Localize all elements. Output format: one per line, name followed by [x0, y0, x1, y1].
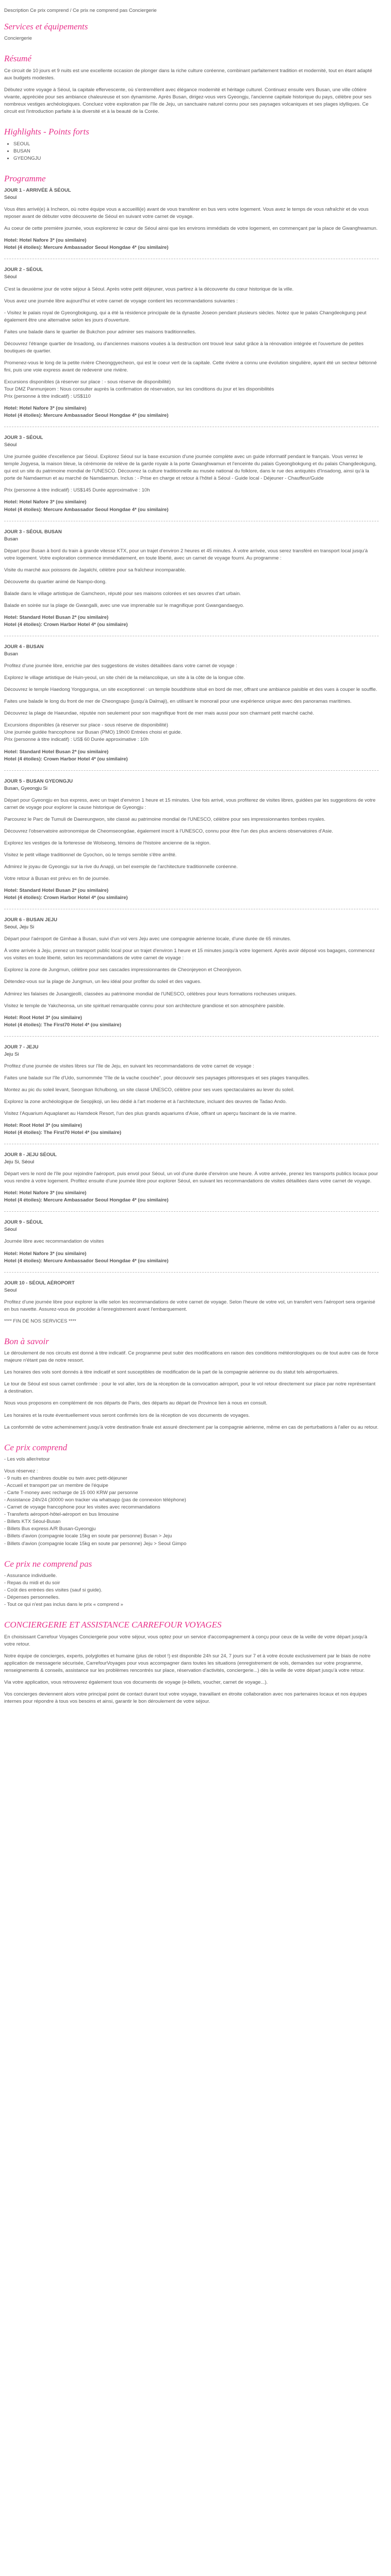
hotel-line: Hotel: Standard Hotel Busan 2* (ou similaire): [4, 614, 109, 620]
day-hotels: [4, 1014, 379, 1029]
day-paragraph: Visitez le temple de Yakcheonsa, un site spirituel remarquable connu pour son architecture grandiose et son atmosphère paisible.: [4, 1003, 285, 1009]
day-title: JOUR 5 - BUSAN GYEONGJU: [4, 778, 73, 784]
day-block: [4, 643, 379, 763]
programme-title: Programme: [4, 173, 46, 183]
day-paragraph: Départ pour Busan à bord du train à grande vitesse KTX, pour un trajet d'environ 2 heures et 45 minutes. À votre arrivée, vous serez transféré en transport local jusqu'à votre logement. Votre exploration commence immédiatement, en toute liberté, avec un carnet de voyage fourni. Au programme :: [4, 548, 368, 561]
day-paragraph: Explorez la zone de Jungmun, célèbre pour ses cascades impressionnantes de Cheonjeyeon et Cheonjiyeon.: [4, 967, 242, 973]
list-item: - Carte T-money avec recharge de 15 000 KRW par personne: [4, 1490, 138, 1496]
resume-paragraph: Débutez votre voyage à Séoul, la capitale effervescente, où s'entremêlent avec élégance modernité et héritage culturel. Continuez ensuite vers Busan, une ville côtière vivante, appréciée pour ses ambiance chaleureuse et son dynamisme. Après Busan, dirigez-vous vers Gyeongju, l'ancienne capitale historique du pays, célèbre pour ses nombreux vestiges archéologiques. Concluez votre exploration par l'île de Jeju, un sanctuaire naturel connu pour ses paysages volcaniques et ses plages idylliques. Ce circuit est l'introduction parfaite à la diversité et à la beauté de la Corée.: [4, 87, 372, 115]
bon-savoir-body: [4, 1350, 379, 1431]
day-block: [4, 434, 379, 513]
day-paragraph: Découverte du quartier animé de Nampo-dong.: [4, 579, 107, 585]
list-spacer: [4, 1463, 379, 1468]
day-paragraph: Visite du marché aux poissons de Jagalchi, célèbre pour sa fraîcheur incomparable.: [4, 567, 186, 573]
conciergerie-paragraph: En choisissant Carrefour Voyages Conciergerie pour votre séjour, vous optez pour un service d'accompagnement à conçu pour ceux de la veille de votre départ jusqu'à votre retour.: [4, 1634, 367, 1647]
resume-paragraph: Ce circuit de 10 jours et 9 nuits est une excellente occasion de plonger dans la riche culture coréenne, combinant parfaitement tradition et modernité, tout en étant adapté aux budgets modestes.: [4, 67, 372, 81]
list-item: - Carnet de voyage francophone pour les visites avec recommandations: [4, 1504, 160, 1511]
excursion-line: Une journée guidée francophone sur Busan (PMO) 19h00 Entrées choisi et guide.: [4, 730, 182, 736]
day-paragraph: Explorez le village artistique de Huin-yeoul, un site chéri de la mélancolique, un site à la côte de la longue côte.: [4, 675, 245, 681]
day-paragraph: Profitez d'une journée libre pour explorer la ville selon les recommandations de votre carnet de voyage. Selon l'heure de votre vol, un transfert vers l'aéroport sera organisé en bus navette. Assurez-vous de procéder à l'enregistrement avant l'embarquement.: [4, 1299, 376, 1312]
day-hotels: [4, 1190, 379, 1204]
day-paragraph: Prix (personne à titre indicatif) : US$145 Durée approximative : 10h: [4, 487, 150, 494]
day-location: Busan: [4, 651, 18, 657]
bon-savoir-section: [4, 1336, 379, 1431]
day-paragraph: Départ pour Gyeongju en bus express, avec un trajet d'environ 1 heure et 15 minutes. Une fois arrivé, vous profiterez de visites libres, guidées par les suggestions de votre carnet de voyage pour explorer la cause historique de Gyeongju :: [4, 797, 376, 810]
day-hotels: [4, 1122, 379, 1137]
hotel-line: Hotel: Hotel Nafore 3* (ou similaire): [4, 238, 87, 244]
excursion-line: Prix (personne à titre indicatif) : US$ 60 Durée approximative : 10h: [4, 737, 149, 743]
bon-savoir-title: Bon à savoir: [4, 1336, 49, 1346]
day-paragraph: Journée libre avec recommandation de visites: [4, 1239, 104, 1245]
prix-comprend-section: [4, 1443, 379, 1548]
day-title: JOUR 7 - JEJU: [4, 1044, 39, 1050]
day-block: [4, 778, 379, 902]
list-item: - Billets d'avion (compagnie locale 15kg en soute par personne) Busan > Jeju: [4, 1533, 172, 1539]
day-title: JOUR 10 - SÉOUL AÉROPORT: [4, 1280, 75, 1286]
bon-savoir-paragraph: Les horaires des vols sont donnés à titre indicatif et sont susceptibles de modification de la part de la compagnie aérienne ou du statut tels aéroportuaires.: [4, 1369, 339, 1376]
hotel-line: Hotel: Root Hotel 3* (ou similaire): [4, 1014, 82, 1021]
day-paragraph: Explorez la zone archéologique de Seopjikoji, un lieu dédié à l'art moderne et à l'architecture, incluant des œuvres de Tadao Ando.: [4, 1098, 287, 1105]
highlights-title: Highlights - Points forts: [4, 127, 89, 137]
hotel-line: Hotel (4 étoiles): Crown Harbor Hotel 4* (ou similaire): [4, 895, 128, 901]
day-paragraph: Visitez le petit village traditionnel de Gyochon, où le temps semble s'être arrêté.: [4, 852, 177, 858]
list-item: - Tout ce qui n'est pas inclus dans le prix « comprend »: [4, 1602, 123, 1608]
day-hotels: [4, 749, 379, 763]
highlight-item: • SEOUL: [13, 141, 379, 148]
day-location: Busan, Gyeongju Si: [4, 785, 47, 791]
prix-ne-comprend-section: [4, 1559, 379, 1609]
bon-savoir-paragraph: Nous vous proposons en complément de nos départs de Paris, des départs au départ de Province lien à nous en consult.: [4, 1400, 268, 1406]
programme-section: [4, 174, 379, 1325]
conciergerie-body: [4, 1634, 379, 1705]
conciergerie-paragraph: Via votre application, vous retrouverez également tous vos documents de voyage (e-billets, voucher, carnet de voyage...).: [4, 1679, 268, 1685]
day-paragraph: Admirez le joyau de Gyeongju sur la rive du Anapji, un bel exemple de l'architecture traditionnelle coréenne.: [4, 863, 238, 870]
day-location: Séoul: [4, 1227, 17, 1233]
hotel-line: Hotel (4 étoiles): Crown Harbor Hotel 4* (ou similaire): [4, 622, 128, 628]
day-separator: [4, 770, 379, 771]
day-paragraph: Parcourez le Parc de Tumuli de Daereungwon, site classé au patrimoine mondial de l'UNESCO, célèbre pour ses impressionnantes tombes royales.: [4, 816, 325, 822]
list-item: - Repas du midi et du soir: [4, 1580, 60, 1586]
day-paragraph: Au coeur de cette première journée, vous explorerez le cœur de Séoul ainsi que les environs immédiats de votre logement, en commençant par la place de Gwanghwamun.: [4, 226, 378, 232]
conciergerie-section: [4, 1620, 379, 1705]
day-location: Séoul: [4, 195, 17, 201]
list-item: - 9 nuits en chambres double ou twin avec petit-déjeuner: [4, 1476, 127, 1482]
day-paragraph: Balade en soirée sur la plage de Gwangalli, avec une vue imprenable sur le magnifique pont Gwangandaegyo.: [4, 602, 245, 608]
day-location: Jeju Si, Séoul: [4, 1159, 35, 1165]
day-paragraph: Faites une balade dans le quartier de Bukchon pour admirer ses maisons traditionnelles.: [4, 329, 197, 335]
day-block: [4, 187, 379, 251]
conciergerie-title: CONCIERGERIE ET ASSISTANCE CARREFOUR VOYAGES: [4, 1620, 222, 1630]
day-hotels: [4, 887, 379, 902]
day-paragraph: C'est la deuxième jour de votre séjour à Séoul. Après votre petit déjeuner, vous partirez à la découverte du cœur historique de la ville.: [4, 286, 294, 292]
excursion-line: Tour DMZ Panmunjeom : Nous consulter auprès la confirmation de réservation, sur les conditions du jour et les disponibilités: [4, 386, 274, 392]
hotel-line: Hotel: Hotel Nafore 3* (ou similaire): [4, 499, 87, 505]
day-hotels: [4, 237, 379, 251]
resume-body: [4, 67, 379, 115]
day-block: [4, 1044, 379, 1137]
day-paragraph: Promenez-vous le long de la petite rivière Cheonggyecheon, qui est le coeur vert de la capitale. Cette rivière a connu une évolution singulière, ayant été un secteur bétonné fini, puis une voie express avant de redevenir une rivière.: [4, 360, 377, 373]
prix-comprend-title: Ce prix comprend: [4, 1442, 68, 1452]
hotel-line: Hotel: Hotel Nafore 3* (ou similaire): [4, 405, 87, 412]
day-paragraph: Une journée guidée d'excellence par Séoul. Explorez Séoul sur la base excursion d'une journée complète avec un guide informatif pendant le français. Vous verrez le temple Jogyesa, la maison bleue, la cérémonie de relève de la garde royale à la porte Gwanghwamun et l'enceinte du palais Gyeongbokgung et du palais Changdeokgung, qui est un site du patrimoine mondial de l'UNESCO. Découvrez la culture traditionnelle au musée national du folklore, dans le rue des antiquités d'Insadong, ainsi qu'à la porte de Namdaemun et au marché de Namdaemun. Inclus : - Prise en charge et retour à l'hôtel à Séoul - Guide local - Déjeuner - Chauffeur/Guide: [4, 454, 377, 482]
day-separator: [4, 1036, 379, 1037]
day-title: JOUR 8 - JEJU SÉOUL: [4, 1152, 57, 1158]
day-block: [4, 1219, 379, 1264]
hotel-line: Hotel (4 étoiles): The First70 Hotel 4* (ou similaire): [4, 1130, 121, 1136]
excursion-line: Prix (personne à titre indicatif) : US$110: [4, 394, 91, 400]
day-block: [4, 917, 379, 1029]
day-hotels: [4, 405, 379, 419]
highlights-section: [4, 127, 379, 162]
list-item: - Assistance 24h/24 (30000 won tracker via whatsapp (pas de connexion téléphone): [4, 1497, 186, 1503]
hotel-line: Hotel: Root Hotel 3* (ou similaire): [4, 1123, 82, 1129]
day-paragraph: Votre retour à Busan est prévu en fin de journée.: [4, 876, 110, 882]
day-excursions: [4, 379, 379, 400]
highlights-list: [4, 141, 379, 162]
day-paragraph: Faites une balade le long du front de mer de Cheongsapo (jusqu'à Dalmaji), en utilisant le monorail pour une expérience unique avec des panoramas maritimes.: [4, 699, 352, 705]
list-item: Vous réservez :: [4, 1468, 38, 1475]
day-paragraph: Vous êtes arrivé(e) à Incheon, où notre équipe vous a accueilli(e) avant de vous transférer en bus vers votre logement. Vous avez le temps de vous rafraîchir et de vous reposer avant de débuter votre découverte de Séoul en suivant votre carnet de voyage.: [4, 207, 369, 220]
day-paragraph: - Visitez le palais royal de Gyeongbokgung, qui a été la résidence principale de la dynastie Joseon pendant plusieurs siècles. Notez que le palais Changdeokgung peut également être une alternative selon les jours d'ouverture.: [4, 310, 367, 323]
day-paragraph: Faites une balade sur l'île d'Udo, surnommée "l'île de la vache couchée", pour découvrir ses paysages pittoresques et ses plages tranquilles.: [4, 1075, 310, 1081]
list-item: - Les vols aller/retour: [4, 1456, 50, 1463]
day-paragraph: Profitez d'une journée libre, enrichie par des suggestions de visites détaillées dans votre carnet de voyage :: [4, 663, 237, 669]
day-separator: [4, 1272, 379, 1273]
day-paragraph: Admirez les falaises de Jusangjeolli, classées au patrimoine mondial de l'UNESCO, célèbres pour leurs formations rocheuses uniques.: [4, 991, 297, 997]
conciergerie-paragraph: Notre équipe de concierges, experts, polyglottes et humaine (plus de robot !) est disponible 24h sur 24, 7 jours sur 7 et à votre écoute exclusivement par le biais de notre application de messagerie sécurisée, CarrefourVoyages pour vous accompagner dans toutes les situations (enregistrement de vols, demandes sur votre programme, renseignements & conseils, assistance sur les problèmes rencontrés sur place, réservation d'activités, conciergerie...) dès la veille de votre départ jusqu'à votre retour.: [4, 1653, 371, 1673]
excursion-line: Excursions disponibles (à réserver sur place : - sous réserve de disponibilité): [4, 379, 171, 385]
day-location: Seoul: [4, 1287, 17, 1293]
hotel-line: Hotel (4 étoiles): Crown Harbor Hotel 4* (ou similaire): [4, 756, 128, 762]
bon-savoir-paragraph: Les horaires et la route éventuellement vous seront confirmés lors de la réception de vos documents de voyages.: [4, 1412, 250, 1418]
bon-savoir-paragraph: Le tour de Séoul est sous carnet confirmée : pour le vol aller, lors de la réception de la convocation aéroport, pour le vol retour directement sur place par notre représentant à destination.: [4, 1381, 376, 1395]
day-block: [4, 529, 379, 629]
hotel-line: Hotel: Standard Hotel Busan 2* (ou similaire): [4, 749, 109, 755]
day-paragraph: Départ pour l'aéroport de Gimhae à Busan, suivi d'un vol vers Jeju avec une compagnie aérienne locale, d'une durée de 65 minutes.: [4, 936, 291, 942]
bon-savoir-paragraph: La conformité de votre acheminement jusqu'à votre destination finale est assuré directement par la compagnie aérienne, même en cas de perturbations à l'aller ou au retour.: [4, 1424, 379, 1430]
list-item: - Assurance individuelle.: [4, 1572, 57, 1579]
hotel-line: Hotel: Standard Hotel Busan 2* (ou similaire): [4, 888, 109, 894]
hotel-line: Hotel: Hotel Nafore 3* (ou similaire): [4, 1250, 87, 1257]
day-location: Séoul: [4, 442, 17, 448]
day-separator: [4, 1211, 379, 1212]
day-paragraph: Vous avez une journée libre aujourd'hui et votre carnet de voyage contient les recommandations suivantes :: [4, 298, 238, 304]
hotel-line: Hotel (4 étoiles): Mercure Ambassador Seoul Hongdae 4* (ou similaire): [4, 1197, 169, 1204]
day-paragraph: Découvrez le temple Haedong Yonggungsa, un site exceptionnel : un temple bouddhiste situé en bord de mer, offrant une ambiance paisible et des vues à couper le souffle.: [4, 687, 378, 693]
list-item: - Billets KTX Séoul-Busan: [4, 1519, 61, 1525]
day-hotels: [4, 614, 379, 629]
day-paragraph: Visitez l'Aquarium Aquaplanet au Hamdeok Resort, l'un des plus grands aquariums d'Asie, offrant un aperçu fascinant de la vie marine.: [4, 1110, 297, 1116]
highlight-item: • GYEONGJU: [13, 155, 379, 162]
day-paragraph: Explorez les vestiges de la forteresse de Wolseong, témoins de l'histoire ancienne de la région.: [4, 840, 211, 846]
day-location: Busan: [4, 536, 18, 542]
excursion-line: Excursions disponibles (à réserver sur place - sous réserve de disponibilité): [4, 722, 168, 728]
services-section: [4, 22, 379, 42]
day-title: JOUR 9 - SÉOUL: [4, 1219, 43, 1226]
day-paragraph: Montez au pic du soleil levant, Seongsan Ilchulbong, un site classé UNESCO, célèbre pour ses vues spectaculaires au lever du soleil.: [4, 1087, 295, 1093]
hotel-line: Hotel (4 étoiles): Mercure Ambassador Seoul Hongdae 4* (ou similaire): [4, 506, 169, 513]
day-block: [4, 266, 379, 419]
prix-ne-comprend-title: Ce prix ne comprend pas: [4, 1558, 92, 1569]
list-item: - Dépenses personnelles.: [4, 1595, 60, 1601]
day-paragraph: Profitez d'une journée de visites libres sur l'île de Jeju, en suivant les recommandations de votre carnet de voyage :: [4, 1063, 254, 1069]
hotel-line: Hotel (4 étoiles): The First70 Hotel 4* (ou similaire): [4, 1022, 121, 1028]
day-excursions: [4, 722, 379, 743]
services-title: Services et équipements: [4, 22, 88, 32]
day-hotels: [4, 1250, 379, 1265]
list-item: - Transferts aéroport-hôtel-aéroport en bus limousine: [4, 1512, 119, 1518]
day-title: JOUR 1 - ARRIVÉE À SÉOUL: [4, 188, 71, 194]
day-paragraph: Découvrez la plage de Haeundae, réputée non seulement pour son magnifique front de mer mais aussi pour son charmant petit marché caché.: [4, 710, 314, 717]
day-paragraph: À votre arrivée à Jeju, prenez un transport public local pour un trajet d'environ 1 heure et 15 minutes jusqu'à votre logement. Après avoir déposé vos bagages, commencez vos visites en toute liberté, selon les recommandations de votre carnet de voyage :: [4, 948, 375, 961]
hotel-line: Hotel (4 étoiles): Mercure Ambassador Seoul Hongdae 4* (ou similaire): [4, 245, 169, 251]
list-item: - Billets d'avion (compagnie locale 15kg en soute par personne) Jeju > Seoul Gimpo: [4, 1540, 187, 1547]
resume-title: Résumé: [4, 54, 31, 64]
day-title: JOUR 4 - BUSAN: [4, 644, 44, 650]
day-paragraph: **** FIN DE NOS SERVICES ****: [4, 1318, 76, 1324]
list-item: - Accueil et transport par un membre de l'équipe: [4, 1483, 108, 1489]
day-location: Seoul, Jeju Si: [4, 924, 35, 930]
prix-comprend-list: [4, 1456, 379, 1548]
day-paragraph: Découvrez l'observatoire astronomique de Cheomseongdae, également inscrit à l'UNESCO, connu pour être l'un des plus anciens observatoires d'Asie.: [4, 828, 333, 834]
list-item: - Billets Bus express A/R Busan-Gyeongju: [4, 1526, 96, 1532]
breadcrumb: Description Ce prix comprend / Ce prix ne comprend pas Conciergerie: [4, 8, 157, 13]
services-text: Conciergerie: [4, 36, 32, 42]
day-block: [4, 1151, 379, 1204]
conciergerie-paragraph: Vos concierges deviennent alors votre principal point de contact durant tout votre voyage, travaillant en étroite collaboration avec nos partenaires locaux et nos équipes internes pour répondre à tous vos besoins et ainsi, garantir le bon déroulement de votre séjour.: [4, 1691, 367, 1704]
day-paragraph: Départ vers le nord de l'île pour rejoindre l'aéroport, puis envol pour Séoul, un vol d'une durée d'environ une heure. À votre arrivée, prenez les transports publics locaux pour vous rendre à votre logement. Profitez ensuite d'une journée libre pour explorer Séoul, en suivant les recommandations de visites détaillées dans votre carnet de voyage.: [4, 1171, 378, 1184]
hotel-line: Hotel (4 étoiles): Mercure Ambassador Seoul Hongdae 4* (ou similaire): [4, 413, 169, 419]
hotel-line: Hotel (4 étoiles): Mercure Ambassador Seoul Hongdae 4* (ou similaire): [4, 1258, 169, 1264]
resume-section: [4, 54, 379, 115]
hotel-line: Hotel: Hotel Nafore 3* (ou similaire): [4, 1190, 87, 1196]
day-paragraph: Détendez-vous sur la plage de Jungmun, un lieu idéal pour profiter du soleil et des vagues.: [4, 979, 202, 985]
programme-days: [4, 187, 379, 1325]
day-title: JOUR 3 - SÉOUL BUSAN: [4, 529, 62, 535]
list-item: - Coût des entrées des visites (sauf si guide).: [4, 1587, 103, 1594]
day-title: JOUR 6 - BUSAN JEJU: [4, 917, 57, 923]
day-paragraph: Découvrez l'étrange quartier de Insadong, ou d'anciennes maisons vouées à la destruction ont trouvé leur salut grâce à la rénovation intégrée et l'ouverture de petites boutiques de quartier.: [4, 341, 364, 354]
highlight-item: • BUSAN: [13, 148, 379, 155]
day-block: [4, 1280, 379, 1325]
day-location: Séoul: [4, 274, 17, 280]
day-title: JOUR 3 - SÉOUL: [4, 435, 43, 441]
prix-ne-comprend-list: [4, 1572, 379, 1608]
day-location: Jeju Si: [4, 1051, 19, 1057]
day-title: JOUR 2 - SÉOUL: [4, 267, 43, 273]
day-paragraph: Balade dans le village artistique de Gamcheon, réputé pour ses maisons colorées et ses œuvres d'art urbain.: [4, 590, 241, 597]
day-hotels: [4, 499, 379, 513]
bon-savoir-paragraph: Le déroulement de nos circuits est donné à titre indicatif. Ce programme peut subir des modifications en raison des conditions météorologiques ou de tout autre cas de force majeure n'étant pas de notre ressort.: [4, 1350, 379, 1364]
